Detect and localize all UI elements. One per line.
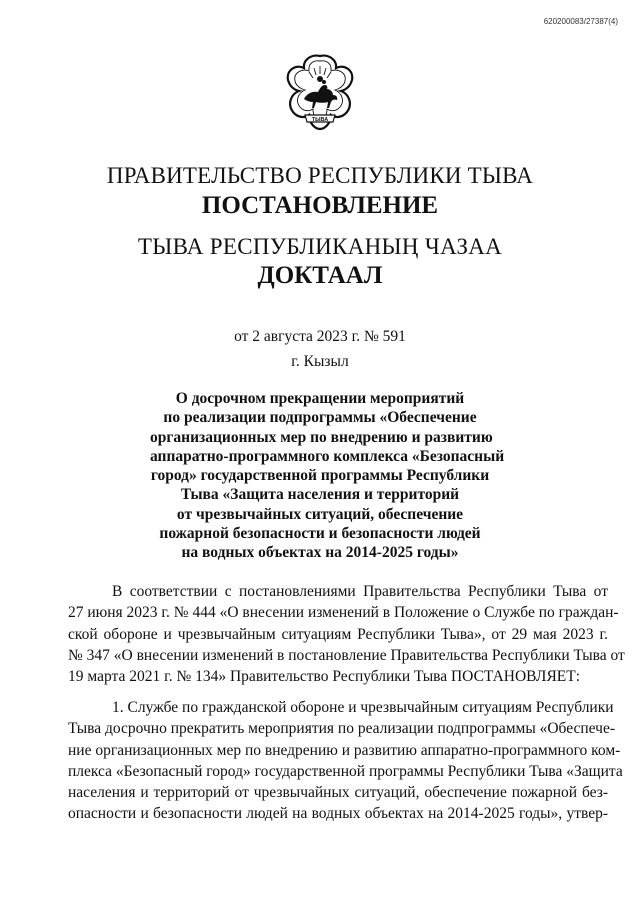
subject-line: город» государственной программы Республики <box>150 467 490 485</box>
coat-of-arms-icon <box>283 52 357 148</box>
subject-line: на водных объектах на 2014-2025 годы» <box>181 544 459 562</box>
decree-date-number: от 2 августа 2023 г. № 591 <box>234 328 406 345</box>
paragraph-line: 19 марта 2021 г. № 134» Правительство Республики Тыва ПОСТАНОВЛЯЕТ: <box>68 668 581 686</box>
subject-line: пожарной безопасности и безопасности людей <box>159 525 481 543</box>
paragraph-line: 27 июня 2023 г. № 444 «О внесении изменений в Положение о Службе по граждан- <box>68 604 619 622</box>
decree-city: г. Кызыл <box>291 353 349 370</box>
document-id: 620200083/27387(4) <box>543 17 618 26</box>
emblem-ribbon-text: ТЫВА <box>311 117 329 123</box>
paragraph-line: ской обороне и чрезвычайным ситуациям Республики Тыва», от 29 мая 2023 г. <box>68 625 608 643</box>
paragraph-line: В соответствии с постановлениями Правительства Республики Тыва от <box>112 583 608 600</box>
clause-1-paragraph <box>68 697 623 825</box>
paragraph-line: опасности и безопасности людей на водных объектах на 2014-2025 годы», утвер- <box>68 805 608 823</box>
decree-title-tyvan: ДОКТААЛ <box>257 262 383 289</box>
decree-subject <box>150 389 505 563</box>
coat-of-arms-emblem <box>283 52 357 148</box>
paragraph-line: ние организационных мер по внедрению и развитию аппаратно-программного ком- <box>68 741 621 759</box>
paragraph-line: № 347 «О внесении изменений в постановление Правительства Республики Тыва от <box>68 646 625 664</box>
subject-line: организационных мер по внедрению и развитию <box>150 428 493 446</box>
paragraph-line: 1. Службе по гражданской обороне и чрезвычайным ситуациям Республики <box>112 699 614 716</box>
subject-line: от чрезвычайных ситуаций, обеспечение <box>176 505 464 523</box>
government-title-tyvan: ТЫВА РЕСПУБЛИКАНЫҢ ЧАЗАА <box>137 234 503 259</box>
subject-line: по реализации подпрограммы «Обеспечение <box>163 409 477 427</box>
paragraph-line: плекса «Безопасный город» государственной программы Республики Тыва «Защита <box>68 762 623 780</box>
preamble-paragraph <box>68 581 625 687</box>
government-title: ПРАВИТЕЛЬСТВО РЕСПУБЛИКИ ТЫВА <box>106 163 534 188</box>
subject-line: Тыва «Защита населения и территорий <box>180 486 460 504</box>
decree-title: ПОСТАНОВЛЕНИЕ <box>201 192 439 219</box>
subject-line: аппаратно-программного комплекса «Безопасный <box>150 447 505 465</box>
paragraph-line: населения и территорий от чрезвычайных ситуаций, обеспечение пожарной без- <box>68 784 608 802</box>
paragraph-line: Тыва досрочно прекратить мероприятия по реализации подпрограммы «Обеспече- <box>68 720 616 738</box>
subject-line: О досрочном прекращении мероприятий <box>175 390 465 407</box>
